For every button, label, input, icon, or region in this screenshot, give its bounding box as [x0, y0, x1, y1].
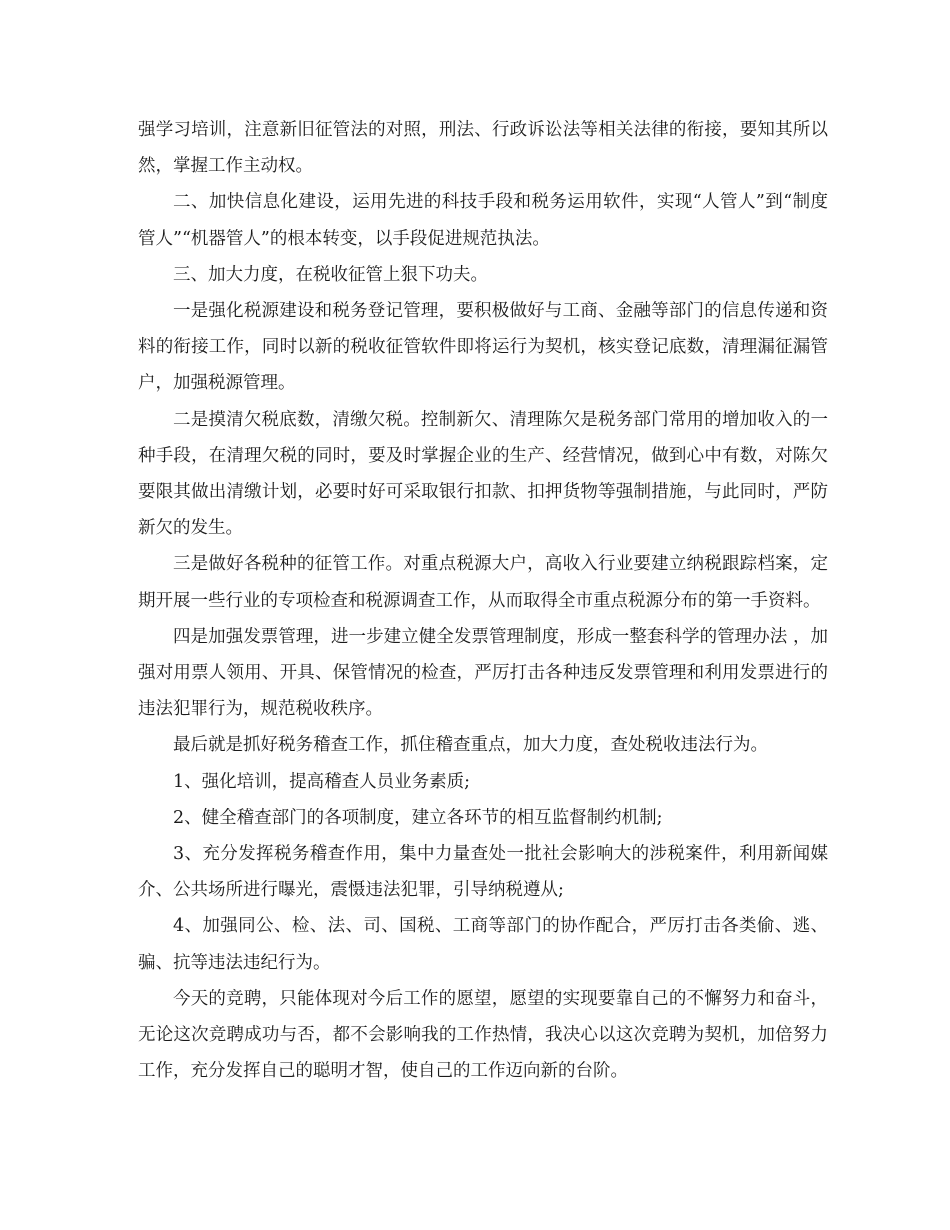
paragraph-3: 三、加大力度，在税收征管上狠下功夫。 — [173, 264, 488, 285]
paragraph-2: 二、加快信息化建设，运用先进的科技手段和税务运用软件，实现“人管人”到“制度管人”“机器管人”的根本转变，以手段促进规范执法。 — [138, 192, 828, 249]
list-item-2: 2、健全稽查部门的各项制度，建立各环节的相互监督制约机制; — [173, 807, 663, 828]
list-item-1: 1、强化培训，提高稽查人员业务素质; — [173, 771, 471, 792]
paragraph-5: 二是摸清欠税底数，清缴欠税。控制新欠、清理陈欠是税务部门常用的增加收入的一种手段，在清理欠税的同时，要及时掌握企业的生产、经营情况，做到心中有数，对陈欠要限其做出清缴计划，必要时好可采取银行扣款、扣押货物等强制措施，与此同时，严防新欠的发生。 — [138, 409, 828, 539]
paragraph-8: 最后就是抓好税务稽查工作，抓住稽查重点，加大力度，查处税收违法行为。 — [173, 735, 768, 756]
document-body — [138, 112, 828, 1089]
paragraph-1: 强学习培训，注意新旧征管法的对照，刑法、行政诉讼法等相关法律的衔接，要知其所以然，掌握工作主动权。 — [138, 120, 828, 177]
list-item-3: 3、充分发挥税务稽查作用，集中力量查处一批社会影响大的涉税案件，利用新闻媒介、公共场所进行曝光，震慑违法犯罪，引导纳税遵从; — [138, 844, 828, 901]
paragraph-closing: 今天的竞聘，只能体现对今后工作的愿望，愿望的实现要靠自己的不懈努力和奋斗，无论这次竞聘成功与否，都不会影响我的工作热情，我决心以这次竞聘为契机，加倍努力工作，充分发挥自己的聪明才智，使自己的工作迈向新的台阶。 — [138, 988, 828, 1082]
paragraph-7: 四是加强发票管理，进一步建立健全发票管理制度，形成一整套科学的管理办法 ，加强对用票人领用、开具、保管情况的检查，严厉打击各种违反发票管理和利用发票进行的违法犯罪行为，规范税收秩序。 — [138, 626, 828, 720]
paragraph-4: 一是强化税源建设和税务登记管理，要积极做好与工商、金融等部门的信息传递和资料的衔接工作，同时以新的税收征管软件即将运行为契机，核实登记底数，清理漏征漏管户，加强税源管理。 — [138, 301, 828, 394]
paragraph-6: 三是做好各税种的征管工作。对重点税源大户，高收入行业要建立纳税跟踪档案，定期开展一些行业的专项检查和税源调查工作，从而取得全市重点税源分布的第一手资料。 — [138, 554, 828, 611]
list-item-4: 4、加强同公、检、法、司、国税、工商等部门的协作配合，严厉打击各类偷、逃、骗、抗等违法违纪行为。 — [138, 916, 828, 973]
